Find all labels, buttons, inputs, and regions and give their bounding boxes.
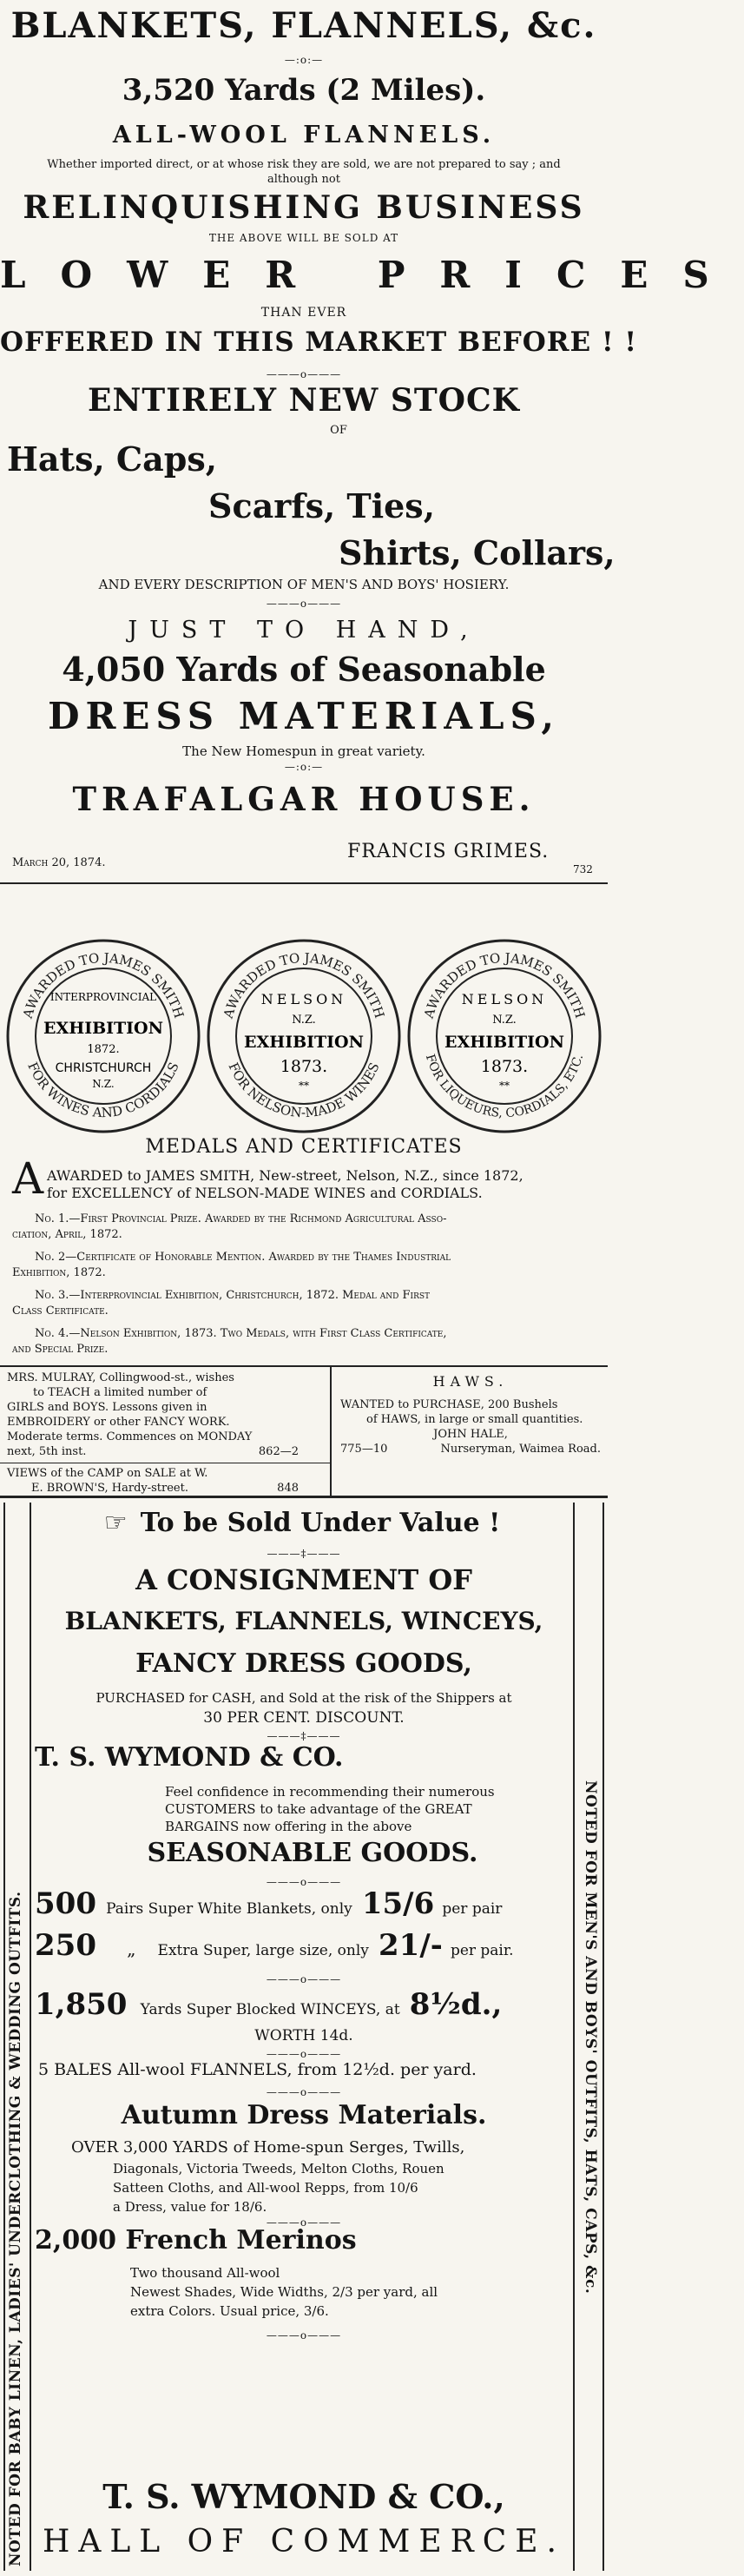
- mulray-line-5: Moderate terms. Commences on MONDAY: [7, 1430, 253, 1443]
- dress-materials: DRESS MATERIALS,: [48, 695, 560, 737]
- separator: ———o———: [266, 598, 342, 610]
- medal-no1-line-1: No. 1.—First Provincial Prize. Awarded by the Richmond Agricultural Asso-: [35, 1212, 447, 1225]
- medal-inner: NELSON: [260, 991, 347, 1007]
- desc-winceys: Yards Super Blocked WINCEYS, at: [140, 2001, 400, 2018]
- over-line-4: a Dress, value for 18/6.: [113, 2199, 267, 2215]
- yards-seasonable: 4,050 Yards of Seasonable: [62, 650, 546, 689]
- awarded-line-2: for EXCELLENCY of NELSON-MADE WINES and CORDIALS.: [47, 1185, 483, 1201]
- separator: ———‡———: [267, 1730, 341, 1742]
- ad-views: [7, 1466, 325, 1496]
- medal-exhibition: EXHIBITION: [444, 1033, 564, 1052]
- ad-mulray: [7, 1371, 325, 1459]
- medal-nz: N.Z.: [292, 1014, 316, 1027]
- winceys-row: [35, 1987, 570, 2022]
- headline: BLANKETS, FLANNELS, &c.: [10, 5, 597, 46]
- medal-nelson-liqueurs: [405, 936, 604, 1136]
- haws-name: JOHN HALE,: [433, 1428, 508, 1441]
- right-side-text: NOTED FOR MEN'S AND BOYS' OUTFITS, HATS, CAPS, &c.: [582, 1780, 599, 2295]
- medal-no4-line-1: No. 4.—Nelson Exhibition, 1873. Two Medals, with First Class Certificate,: [35, 1327, 447, 1340]
- qty-250: 250: [35, 1928, 96, 1963]
- medal-christchurch: [3, 936, 203, 1136]
- whether-line-1: Whether imported direct, or at whose risk they are sold, we are not prepared to say ; and: [47, 158, 561, 171]
- just-to-hand: JUST TO HAND,: [128, 617, 480, 644]
- views-line-1: VIEWS of the CAMP on SALE at W.: [7, 1467, 208, 1480]
- medals-title: MEDALS AND CERTIFICATES: [145, 1136, 463, 1158]
- mulray-line-3: GIRLS and BOYS. Lessons given in: [7, 1401, 207, 1414]
- medal-exhibition: EXHIBITION: [43, 1019, 163, 1038]
- separator: ———o———: [266, 1973, 342, 1985]
- hats-line: Hats, Caps,: [7, 439, 217, 479]
- two-line-1: Two thousand All-wool: [130, 2265, 280, 2281]
- haws-line-2: of HAWS, in large or small quantities.: [366, 1413, 583, 1426]
- whether-line-2: although not: [267, 173, 340, 186]
- mulray-line-1: MRS. MULRAY, Collingwood-st., wishes: [7, 1371, 234, 1384]
- of-line: OF: [330, 424, 347, 437]
- shirts-line: Shirts, Collars,: [339, 533, 616, 572]
- every-description: AND EVERY DESCRIPTION OF MEN'S AND BOYS' HOSIERY.: [98, 577, 510, 592]
- lower-prices: LOWER PRICES: [0, 254, 744, 296]
- medal-bottom-text: FOR NELSON-MADE WINES: [225, 1060, 383, 1121]
- two-line-3: extra Colors. Usual price, 3/6.: [130, 2303, 329, 2319]
- medal-top-text: AWARDED TO JAMES SMITH: [220, 949, 388, 1020]
- haws-number: 775—10: [340, 1443, 388, 1456]
- ad-number: 732: [573, 863, 593, 875]
- separator: ———o———: [266, 2216, 342, 2229]
- signature-grimes: FRANCIS GRIMES.: [347, 841, 550, 862]
- left-side-text: NOTED FOR BABY LINEN, LADIES' UNDERCLOTHING & WEDDING OUTFITS.: [7, 1891, 24, 2566]
- qty-winceys: 1,850: [35, 1987, 128, 2022]
- relinquishing: RELINQUISHING BUSINESS: [23, 189, 585, 226]
- medal-no2-line-2: Exhibition, 1872.: [12, 1266, 106, 1279]
- scarfs-line: Scarfs, Ties,: [208, 486, 435, 525]
- medal-bottom-text: FOR WINES AND CORDIALS: [24, 1060, 182, 1121]
- offered-line: OFFERED IN THIS MARKET BEFORE ! !: [0, 327, 637, 358]
- winceys-worth: WORTH 14d.: [254, 2027, 353, 2044]
- desc-500: Pairs Super White Blankets, only: [106, 1900, 352, 1918]
- sold-under-value: To be Sold Under Value !: [140, 1508, 501, 1538]
- price-winceys: 8½d.,: [409, 1987, 503, 2022]
- separator: —:o:—: [284, 761, 324, 773]
- medal-year: 1873.: [480, 1057, 529, 1076]
- medal-stars: **: [499, 1080, 510, 1092]
- column-divider: [330, 1367, 332, 1496]
- medal-top-text: AWARDED TO JAMES SMITH: [420, 949, 589, 1020]
- per-500: per pair: [442, 1900, 503, 1918]
- mulray-number: 862—2: [258, 1445, 299, 1458]
- qty-500: 500: [35, 1886, 96, 1921]
- fancy-dress-goods: FANCY DRESS GOODS,: [135, 1648, 472, 1679]
- medal-inner: NELSON: [461, 991, 548, 1007]
- seasonable-goods: SEASONABLE GOODS.: [147, 1838, 478, 1868]
- over-line-3: Satteen Cloths, and All-wool Repps, from 10/6: [113, 2180, 418, 2196]
- price-250-row: [35, 1928, 570, 1963]
- medal-no3-line-1: No. 3.—Interprovincial Exhibition, Christchurch, 1872. Medal and First: [35, 1289, 431, 1302]
- blankets-winceys: BLANKETS, FLANNELS, WINCEYS,: [64, 1607, 543, 1635]
- allwool-line: ALL-WOOL FLANNELS.: [112, 122, 496, 149]
- feel-line-3: BARGAINS now offering in the above: [165, 1819, 412, 1834]
- yards-line: 3,520 Yards (2 Miles).: [122, 73, 486, 108]
- price-500: 15/6: [361, 1886, 435, 1921]
- french-merinos: 2,000 French Merinos: [35, 2225, 357, 2256]
- haws-line-1: WANTED to PURCHASE, 200 Bushels: [340, 1398, 558, 1411]
- above-sold: THE ABOVE WILL BE SOLD AT: [208, 232, 399, 244]
- per-250: per pair.: [450, 1942, 514, 1959]
- medal-no1-line-2: ciation, April, 1872.: [12, 1228, 122, 1241]
- two-line-2: Newest Shades, Wide Widths, 2/3 per yard, all: [130, 2284, 438, 2300]
- entirely-new: ENTIRELY NEW STOCK: [88, 382, 520, 419]
- over-line-1: OVER 3,000 YARDS of Home-spun Serges, Twills,: [71, 2138, 465, 2157]
- views-line-2: E. BROWN'S, Hardy-street.: [31, 1482, 188, 1495]
- separator: ———o———: [266, 1876, 342, 1888]
- medal-year: 1872.: [87, 1043, 120, 1056]
- ditto-250: „: [127, 1939, 136, 1959]
- trafalgar-house: TRAFALGAR HOUSE.: [72, 780, 536, 818]
- medal-nz: N.Z.: [92, 1078, 115, 1090]
- ad-haws: [340, 1374, 601, 1456]
- homespun-line: The New Homespun in great variety.: [182, 743, 425, 759]
- separator: ———‡———: [267, 1548, 341, 1560]
- medal-nelson-wines: [204, 936, 404, 1136]
- feel-line-1: Feel confidence in recommending their numerous: [165, 1784, 495, 1800]
- separator: ———o———: [266, 2048, 342, 2060]
- views-number: 848: [277, 1482, 299, 1495]
- medal-no4-line-2: and Special Prize.: [12, 1343, 109, 1356]
- separator: ———o———: [266, 2086, 342, 2098]
- price-250: 21/-: [379, 1928, 443, 1963]
- than-ever: THAN EVER: [260, 306, 347, 320]
- medal-no2-line-1: No. 2—Certificate of Honorable Mention. Awarded by the Thames Industrial: [35, 1251, 451, 1264]
- awarded-drop-cap: A: [12, 1153, 44, 1204]
- medal-bottom-text: FOR LIQUEURS, CORDIALS, ETC.: [422, 1053, 587, 1121]
- purchased-line-1: PURCHASED for CASH, and Sold at the risk of the Shippers at: [95, 1690, 512, 1706]
- mulray-line-6: next, 5th inst.: [7, 1445, 87, 1458]
- divider: [0, 1365, 608, 1367]
- medal-exhibition: EXHIBITION: [244, 1033, 364, 1052]
- autumn-dress: Autumn Dress Materials.: [121, 2100, 487, 2130]
- wymond-heading: T. S. WYMOND & CO.: [35, 1742, 344, 1773]
- price-500-row: [35, 1886, 570, 1921]
- wymond-footer: T. S. WYMOND & CO.,: [102, 2477, 505, 2516]
- over-line-2: Diagonals, Victoria Tweeds, Melton Cloths, Rouen: [113, 2161, 444, 2176]
- divider: [0, 1496, 608, 1498]
- desc-250: Extra Super, large size, only: [157, 1942, 369, 1959]
- awarded-line-1: AWARDED to JAMES SMITH, New-street, Nelson, N.Z., since 1872,: [47, 1167, 523, 1184]
- separator: ———o———: [266, 368, 342, 380]
- haws-title: HAWS.: [432, 1373, 509, 1390]
- bales-line: 5 BALES All-wool FLANNELS, from 12½d. per yard.: [38, 2060, 477, 2079]
- date: March 20, 1874.: [12, 856, 106, 869]
- hall-of-commerce: HALL OF COMMERCE.: [42, 2524, 566, 2559]
- medal-no3-line-2: Class Certificate.: [12, 1305, 109, 1318]
- medal-nz: N.Z.: [492, 1014, 517, 1027]
- medal-stars: **: [299, 1080, 309, 1092]
- medal-top-text: AWARDED TO JAMES SMITH: [19, 949, 188, 1020]
- title-row: [35, 1508, 570, 1538]
- separator: ———o———: [266, 2329, 342, 2342]
- divider: [0, 882, 608, 884]
- medal-city: CHRISTCHURCH: [55, 1061, 152, 1075]
- medal-year: 1873.: [280, 1057, 328, 1076]
- pointing-hand-icon: ☞: [103, 1508, 128, 1538]
- haws-place: Nurseryman, Waimea Road.: [440, 1443, 601, 1456]
- consignment: A CONSIGNMENT OF: [135, 1563, 472, 1596]
- mulray-line-4: EMBROIDERY or other FANCY WORK.: [7, 1416, 230, 1429]
- separator: —:o:—: [284, 54, 324, 66]
- purchased-line-2: 30 PER CENT. DISCOUNT.: [203, 1709, 405, 1727]
- feel-line-2: CUSTOMERS to take advantage of the GREAT: [165, 1801, 472, 1817]
- medal-inner: INTERPROVINCIAL: [49, 991, 157, 1003]
- mulray-line-2: to TEACH a limited number of: [33, 1386, 207, 1399]
